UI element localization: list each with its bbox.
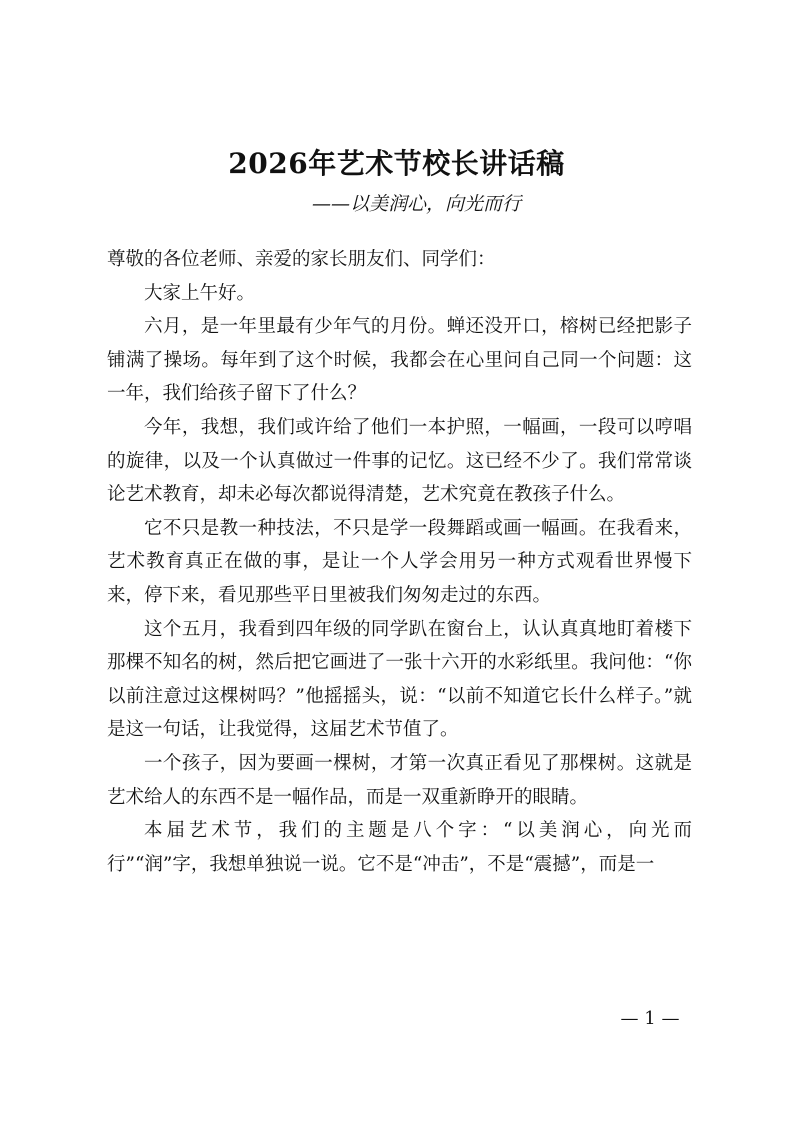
paragraph-greeting: 大家上午好。: [144, 282, 256, 304]
document-title: 2026年艺术节校长讲话稿: [228, 147, 565, 180]
paragraph-art-education: 它不只是教一种技法，不只是学一段舞蹈或画一幅画。在我看来，艺术教育真正在做的事，是让一个人学会用另一种方式观看世界慢下来，停下来，看见那些平日里被我们匆匆走过的东西。: [107, 517, 692, 606]
paragraph-this-year: 今年，我想，我们或许给了他们一本护照，一幅画，一段可以哼唱的旋律，以及一个认真做过一件事的记忆。这已经不少了。我们常常谈论艺术教育，却未必每次都说得清楚，艺术究竟在教孩子什么。: [107, 416, 692, 506]
salutation: 尊敬的各位老师、亲爱的家长朋友们、同学们：: [107, 249, 496, 270]
paragraph-june: 六月，是一年里最有少年气的月份。蝉还没开口，榕树已经把影子铺满了操场。每年到了这个时候，我都会在心里问自己同一个问题：这一年，我们给孩子留下了什么？: [107, 316, 692, 405]
speech-body: [107, 243, 692, 881]
paragraph-may-story: 这个五月，我看到四年级的同学趴在窗台上，认认真真地盯着楼下那棵不知名的树，然后把它画进了一张十六开的水彩纸里。我问他：“你以前注意过这棵树吗？”他摇摇头，说：“以前不知道它长什么样子。”就是这一句话，让我觉得，这届艺术节值了。: [107, 618, 692, 741]
page-number: — 1 —: [620, 1008, 680, 1029]
paragraph-theme: 本届艺术节，我们的主题是八个字：“以美润心，向光而行”“润”字，我想单独说一说。它不是“冲击”，不是“震撼”，而是一: [107, 820, 692, 875]
paragraph-tree: 一个孩子，因为要画一棵树，才第一次真正看见了那棵树。这就是艺术给人的东西不是一幅作品，而是一双重新睁开的眼睛。: [107, 752, 692, 808]
document-subtitle: ——以美润心，向光而行: [311, 193, 521, 215]
